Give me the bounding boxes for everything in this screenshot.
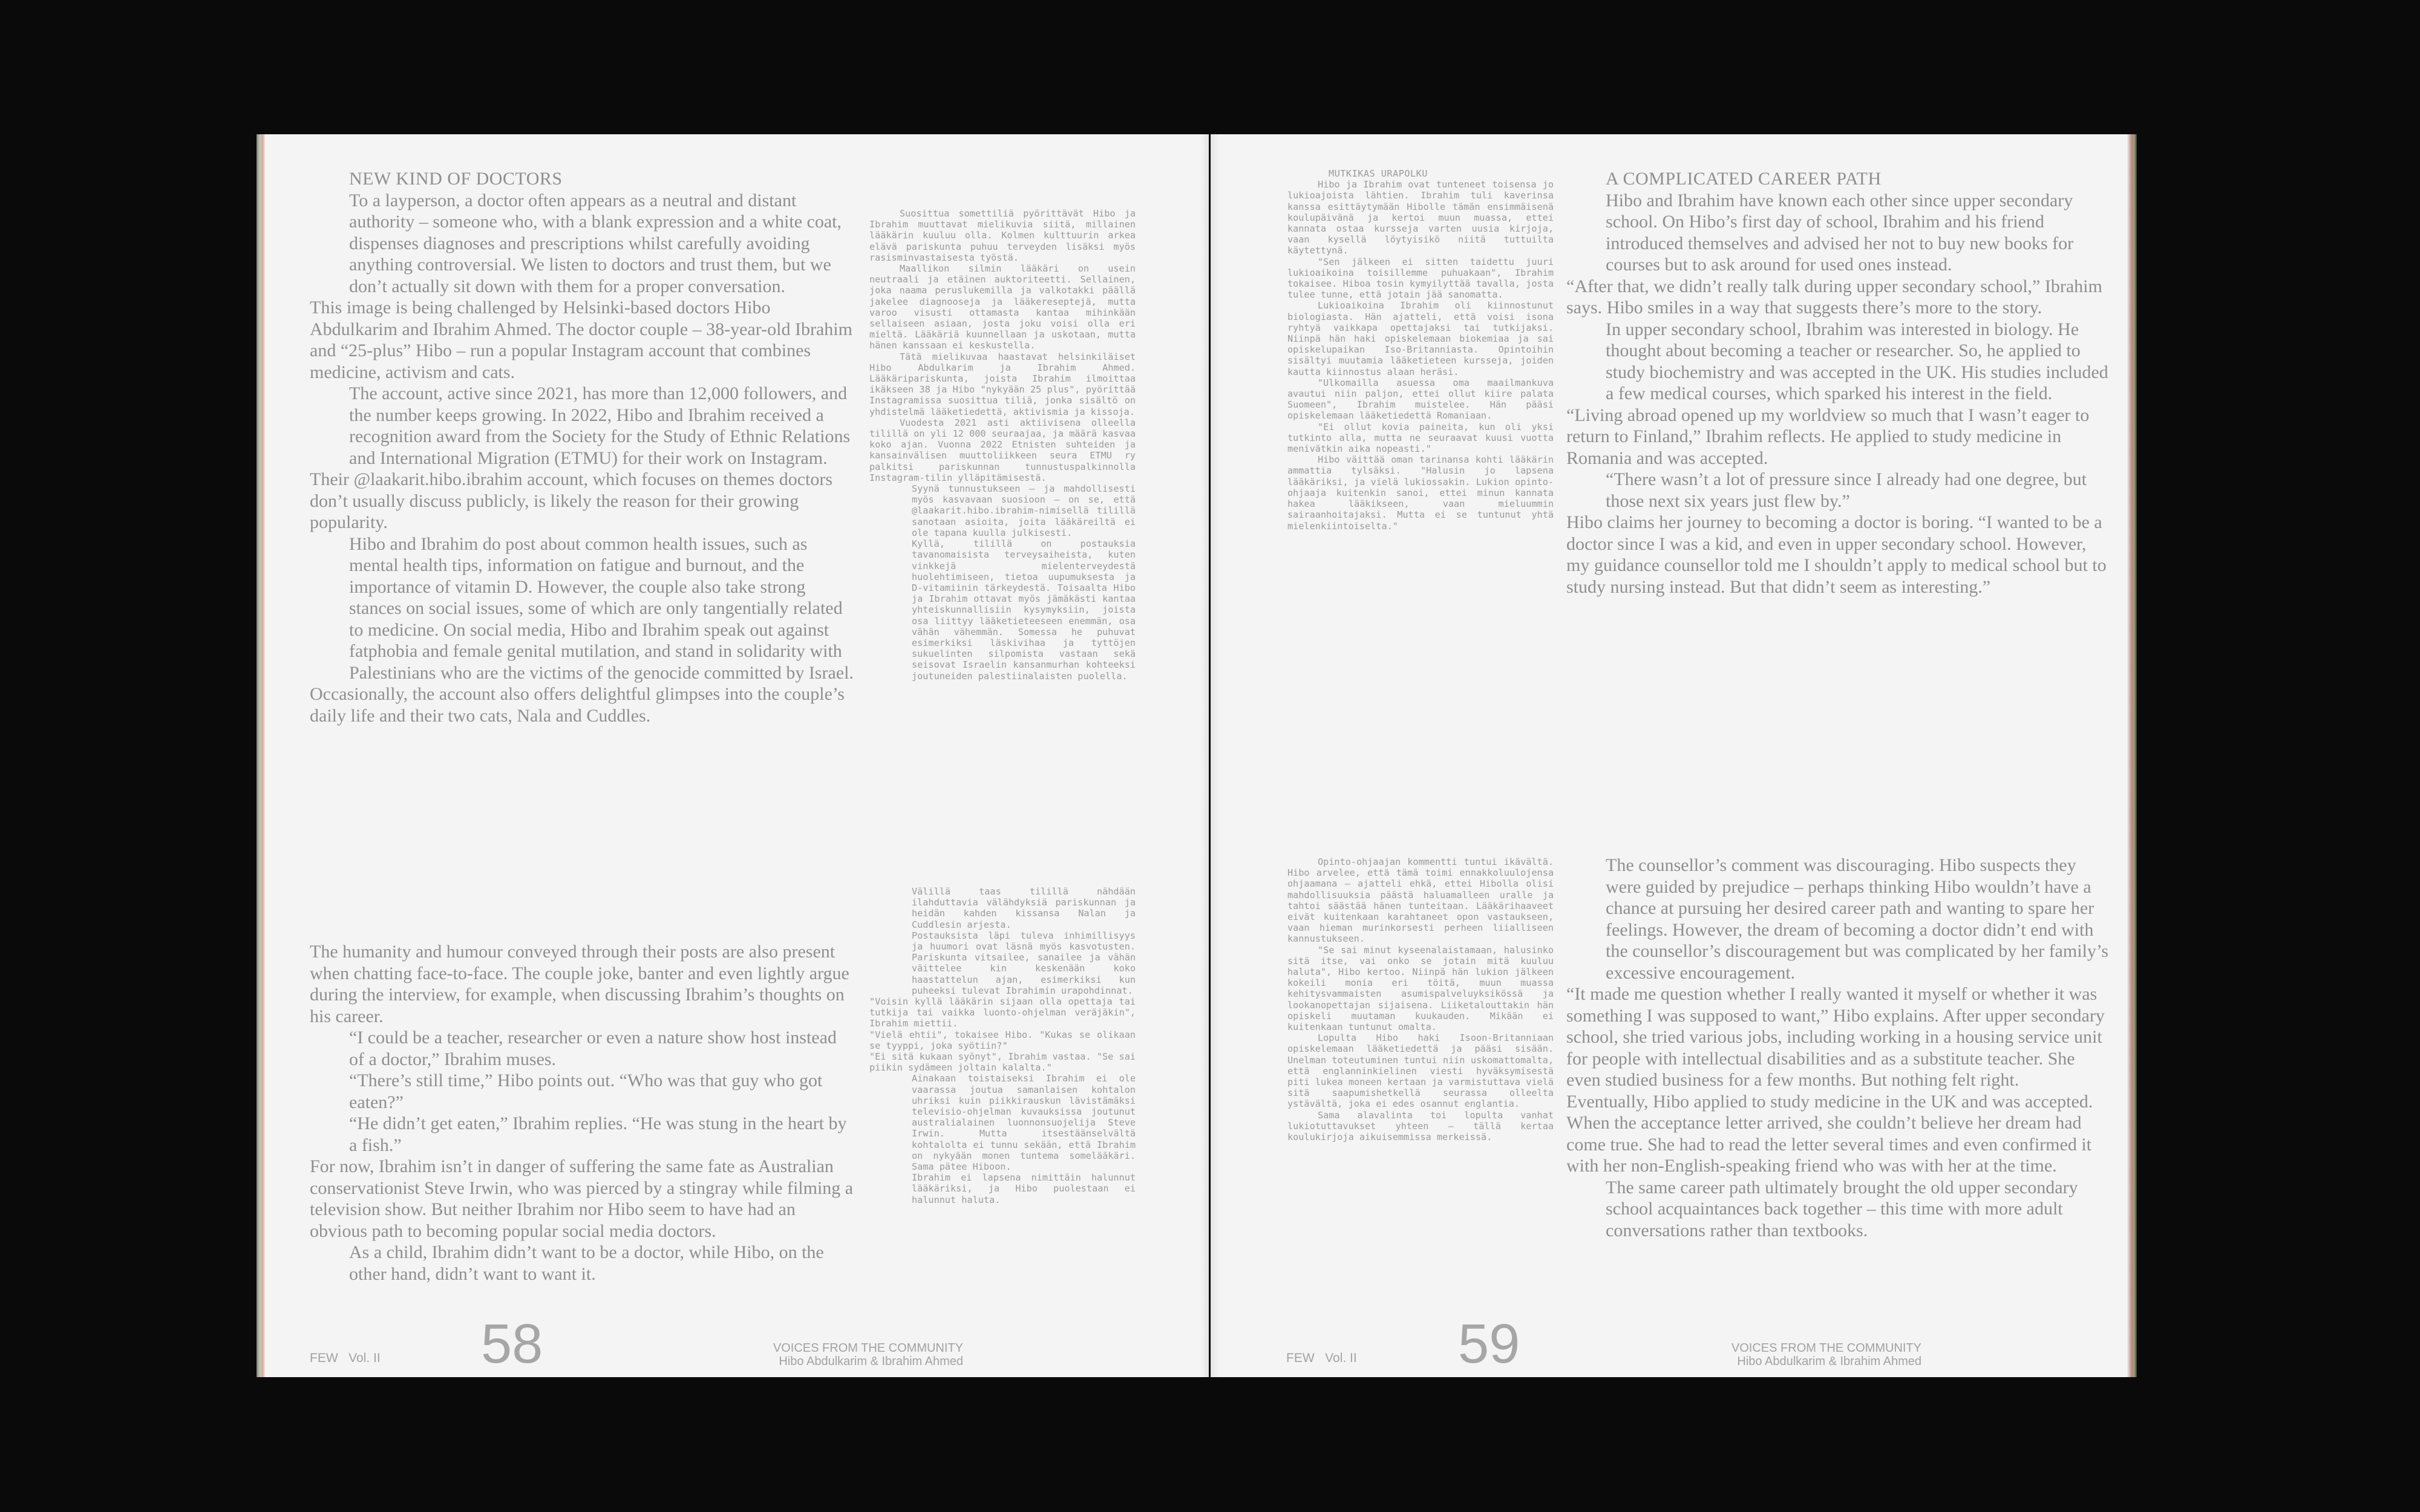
paragraph: Sama alavalinta toi lopulta vanhat lukiotuttavukset yhteen – tällä kertaa koulukirjoja aikuisemmissa merkeissä. [1287, 1109, 1554, 1143]
left-folio [310, 1351, 381, 1366]
paragraph: Eventually, Hibo applied to study medicine in the UK and was accepted. When the acceptance letter arrived, she couldn’t believe her dream had come true. She had to read the letter several times and even confirmed it with her non-English-speaking friend who was with her at the time. [1566, 1091, 2093, 1176]
paragraph: “There’s still time,” Hibo points out. “Who was that guy who got eaten?” [349, 1070, 823, 1112]
paragraph: Opinto-ohjaajan kommentti tuntui ikävältä. Hibo arvelee, että tämä toimi ennakkoluulojensa ohjaamana – ajatteli ehkä, ettei Hibolla olisi mahdollisuuksia päästä haluamalleen uralle ja tahtoi säästää hänen tunteitaan. Lääkärihaaveet eivät kuitenkaan karahtaneet opon vastaukseen, vaan hieman murinkorsesti perheen liialliseen kannustukseen. [1287, 856, 1554, 945]
paragraph: “He didn’t get eaten,” Ibrahim replies. “He was stung in the heart by a fish.” [349, 1113, 847, 1155]
paragraph: As a child, Ibrahim didn’t want to be a doctor, while Hibo, on the other hand, didn’t want to want it. [349, 1242, 824, 1284]
right-page-edges [2127, 134, 2137, 1377]
running-authors: Hibo Abdulkarim & Ibrahim Ahmed [1737, 1355, 1921, 1368]
paragraph: Lukioaikoina Ibrahim oli kiinnostunut biologiasta. Hän ajatteli, että voisi isona ryhtyä vaikkapa opettajaksi tai tutkijaksi. Niinpä hän haki opiskelemaan biokemiaa ja sai opiskelupaikan Iso-Britanniasta. Opintoihin sisältyi muutamia lääketieteen kursseja, joiden kautta kiinnostus alaan heräsi. [1287, 300, 1554, 377]
paragraph: Their @laakarit.hibo.ibrahim account, which focuses on themes doctors don’t usually discuss publicly, is likely the reason for their growing popularity. [310, 469, 833, 532]
paragraph: Kyllä, tilillä on postauksia tavanomaisista terveysaiheista, kuten vinkkejä mielenterveydestä huolehtimiseen, tietoa uupumuksesta ja D-vitamiinin tärkeydestä. Toisaalta Hibo ja Ibrahim ottavat myös jämäkästi kantaa yhteiskunnallisiin kysymyksiin, joista osa liittyy lääketieteeseen enemmän, osa vähän vähemmän. Somessa he puhuvat esimerkiksi läskivihaa ja tyttöjen sukuelinten silpomista vastaan sekä seisovat Israelin kansanmurhan kohteeksi joutuneiden palestiinalaisten puolella. [912, 538, 1136, 682]
section-heading: A COMPLICATED CAREER PATH [1606, 169, 1882, 189]
paragraph: Ibrahim ei lapsena nimittäin halunnut lääkäriksi, ja Hibo puolestaan ei halunnut haluta. [912, 1172, 1136, 1205]
left-finnish-bottom [869, 886, 1136, 1205]
paragraph: The counsellor’s comment was discouraging. Hibo suspects they were guided by prejudice – perhaps thinking Hibo wouldn’t have a chance at pursuing her desired career path and wanting to spare her feelings. However, the dream of becoming a doctor didn’t end with the counsellor’s discouragement but was complicated by her family’s excessive encouragement. [1606, 855, 2108, 983]
right-english-top [1566, 168, 2111, 598]
right-running-footer [1646, 1341, 1921, 1368]
section-heading: MUTKIKAS URAPOLKU [1329, 168, 1428, 179]
paragraph: Välillä taas tilillä nähdään ilahduttavia välähdyksiä pariskunnan ja heidän kahden kissansa Nalan ja Cuddlesin arjesta. [912, 886, 1136, 930]
left-english-top [310, 168, 854, 726]
paragraph: “I could be a teacher, researcher or even a nature show host instead of a doctor,” Ibrahim muses. [349, 1028, 837, 1069]
paragraph: The same career path ultimately brought the old upper secondary school acquaintances back together – this time with more adult conversations rather than textbooks. [1606, 1177, 2078, 1240]
paragraph: "Vielä ehtii", tokaisee Hibo. "Kukas se olikaan se tyyppi, joka syötiin?" [869, 1029, 1136, 1051]
running-title: VOICES FROM THE COMMUNITY [773, 1341, 963, 1355]
paragraph: The humanity and humour conveyed through their posts are also present when chatting face-to-face. The couple joke, banter and even lightly argue during the interview, for example, when discussing Ibrahim’s thoughts on his career. [310, 942, 849, 1026]
paragraph: Maallikon silmin lääkäri on usein neutraali ja etäinen auktoriteetti. Sellainen, joka naama peruslukemilla ja valkotakki päällä jakelee diagnooseja ja lääkereseptejä, mutta varoo visusti ottamasta kantaa mihinkään sellaiseen asiaan, josta joku voisi olla eri mieltä. Lääkäriä kuunnellaan ja uskotaan, mutta hänen kanssaan ei keskustella. [869, 263, 1136, 351]
paragraph: "Ei ollut kovia paineita, kun oli yksi tutkinto alla, mutta ne seuraavat kuusi vuotta menivätkin aika nopeasti." [1287, 421, 1554, 455]
volume: Vol. II [1325, 1351, 1357, 1365]
paragraph: Tätä mielikuvaa haastavat helsinkiläiset Hibo Abdulkarim ja Ibrahim Ahmed. Lääkäripariskunta, joista Ibrahim ilmoittaa ikäkseen 38 ja Hibo "nykyään 25 plus", pyörittää Instagramissa suosittua tiliä, jonka sisältö on yhdistelmä lääketiedettä, aktivismia ja kissoja. [869, 351, 1136, 417]
paragraph: Ainakaan toistaiseksi Ibrahim ei ole vaarassa joutua samanlaisen kohtalon uhriksi kuin piikkirauskun lävistämäksi televisio-ohjelman kuvauksissa joutunut australialainen luonnonsuojelija Steve Irwin. Mutta itsestäänselvältä kohtalolta ei tunnu sekään, että Ibrahim on nykyään monen tuntema somelääkäri. Sama pätee Hiboon. [912, 1073, 1136, 1173]
book-gutter [1201, 134, 1219, 1377]
right-finnish-bottom [1287, 856, 1554, 1142]
paragraph: “Living abroad opened up my worldview so much that I wasn’t eager to return to Finland,” Ibrahim reflects. He applied to study medicine in Romania and was accepted. [1566, 405, 2090, 468]
paragraph: Hibo and Ibrahim have known each other since upper secondary school. On Hibo’s first day of school, Ibrahim and his friend introduced themselves and advised her not to buy new books for courses but to ask around for used ones instead. [1606, 190, 2074, 275]
paragraph: Hibo ja Ibrahim ovat tunteneet toisensa jo lukioajoista lähtien. Ibrahim tuli kaverinsa kanssa esittäytymään Hibolle tämän ensimmäisenä koulupäivänä ja kertoi muun muassa, ettei kannata ostaa kursseja varten uusia kirjoja, vaan kysellä löytyisikö niitä tuttuilta käytettynä. [1287, 179, 1554, 256]
magazine-name: FEW [310, 1351, 338, 1365]
paragraph: Vuodesta 2021 asti aktiivisena olleella tilillä on yli 12 000 seuraajaa, ja määrä kasvaa koko ajan. Vuonna 2022 Etnisten suhteiden ja kansainvälisen muuttoliikkeen seura ETMU ry palkitsi pariskunnan tunnustuspalkinnolla Instagram-tilin ylläpitämisestä. [869, 417, 1136, 483]
running-authors: Hibo Abdulkarim & Ibrahim Ahmed [779, 1355, 963, 1368]
left-page-edges [257, 134, 265, 1377]
left-running-footer [684, 1341, 963, 1368]
running-title: VOICES FROM THE COMMUNITY [1731, 1341, 1921, 1355]
paragraph: “There wasn’t a lot of pressure since I already had one degree, but those next six years just flew by.” [1606, 469, 2087, 511]
paragraph: "Ulkomailla asuessa oma maailmankuva avautui niin paljon, ettei ollut kiire palata Suomeen", Ibrahim muistelee. Hän pääsi opiskelemaan lääketiedettä Romaniaan. [1287, 377, 1554, 422]
paragraph: “It made me question whether I really wanted it myself or whether it was something I was supposed to want,” Hibo explains. After upper secondary school, she tried various jobs, including working in a housing service unit for people with intellectual disabilities and as a substitute teacher. She even studied business for a few months. But nothing felt right. [1566, 984, 2105, 1090]
paragraph: Hibo and Ibrahim do post about common health issues, such as mental health tips, information on fatigue and burnout, and the importance of vitamin D. However, the couple also take strong stances on social issues, some of which are only tangentially related to medicine. On social media, Hibo and Ibrahim speak out against fatphobia and female genital mutilation, and stand in solidarity with Palestinians who are the victims of the genocide committed by Israel. [349, 533, 854, 683]
volume: Vol. II [348, 1351, 381, 1365]
paragraph: For now, Ibrahim isn’t in danger of suffering the same fate as Australian conservationist Steve Irwin, who was pierced by a stingray while filming a television show. But neither Ibrahim nor Hibo seem to have had an obvious path to becoming popular social media doctors. [310, 1156, 854, 1241]
paragraph: The account, active since 2021, has more than 12,000 followers, and the number keeps growing. In 2022, Hibo and Ibrahim received a recognition award from the Society for the Study of Ethnic Relations and International Migration (ETMU) for their work on Instagram. [349, 383, 851, 468]
paragraph: Lopulta Hibo haki Isoon-Britanniaan opiskelemaan lääketiedettä ja pääsi sisään. Unelman toteutuminen tuntui niin uskomattomalta, että englanninkielinen viesti hyväksymisestä piti lukea moneen kertaan ja varmistuttava vielä sitä saapumishetkellä seurassa olleelta ystävältä, joka ei edes osannut englantia. [1287, 1032, 1554, 1110]
paragraph: Syynä tunnustukseen – ja mahdollisesti myös kasvavaan suosioon – on se, että @laakarit.hibo.ibrahim-nimisellä tilillä sanotaan asioita, joita lääkäreiltä ei ole tapana kuulla julkisesti. [912, 483, 1136, 538]
paragraph: Occasionally, the account also offers delightful glimpses into the couple’s daily life and their two cats, Nala and Cuddles. [310, 684, 845, 726]
magazine-name: FEW [1286, 1351, 1315, 1365]
left-english-bottom [310, 941, 854, 1285]
right-finnish-top [1287, 168, 1554, 532]
paragraph: Postauksista läpi tuleva inhimillisyys ja huumori ovat läsnä myös kasvotusten. Pariskunta vitsailee, sanailee ja vähän väittelee kin keskenään koko haastattelun ajan, esimerkiksi kun puheeksi tulevat Ibrahimin urapohdinnat. [912, 930, 1136, 996]
paragraph: Suosittua somettiliä pyörittävät Hibo ja Ibrahim muuttavat mielikuvia siitä, millainen lääkärin kuuluu olla. Kolmen kulttuurin arkea elävä pariskunta puhuu terveyden lisäksi myös rasisminvastaisesta työstä. [869, 208, 1136, 263]
paragraph: “After that, we didn’t really talk during upper secondary school,” Ibrahim says. Hibo smiles in a way that suggests there’s more to the story. [1566, 276, 2102, 318]
right-english-bottom [1566, 855, 2111, 1241]
paragraph: "Sen jälkeen ei sitten taidettu juuri lukioaikoina toisillemme puhuakaan", Ibrahim tokaisee. Hiboa tosin kymyilyttää tavalla, josta tulee tunne, että jotain jää sanomatta. [1287, 256, 1554, 301]
paragraph: Hibo väittää oman tarinansa kohti lääkärin ammattia tylsäksi. "Halusin jo lapsena lääkäriksi, ja vielä lukiossakin. Lukion opinto-ohjaaja kuitenkin sanoi, ettei minun kannata hakea lääkikseen, vaan mieluummin sairaanhoitajaksi. Mutta ei se tuntunut yhtä mielenkiintoiselta." [1287, 454, 1554, 532]
right-folio [1286, 1351, 1357, 1366]
paragraph: "Voisin kyllä lääkärin sijaan olla opettaja tai tutkija tai vaikka luonto-ohjelman veräjäkin", Ibrahim miettii. [869, 996, 1136, 1029]
paragraph: "Se sai minut kyseenalaistamaan, halusinko sitä itse, vai onko se jotain mitä kuuluu haluta", Hibo kertoo. Niinpä hän lukion jälkeen kokeili monia eri töitä, muun muassa kehitysvammaisten asumispalveluyksikössä ja lookanopettajan sijaisena. Liiketalouttakin hän opiskeli muutaman kuukauden. Mikään ei kuitenkaan tuntunut omalta. [1287, 944, 1554, 1033]
paragraph: "Ei sitä kukaan syönyt", Ibrahim vastaa. "Se sai piikin sydämeen joltain kalalta." [869, 1051, 1136, 1074]
paragraph: In upper secondary school, Ibrahim was interested in biology. He thought about becoming a teacher or researcher. So, he applied to study biochemistry and was accepted in the UK. His studies included a few medical courses, which sparked his interest in the field. [1606, 319, 2108, 403]
paragraph: To a layperson, a doctor often appears as a neutral and distant authority – someone who, with a blank expression and a white coat, dispenses diagnoses and prescriptions whilst carefully avoiding anything controversial. We listen to doctors and trust them, but we don’t actually sit down with them for a proper conversation. [349, 190, 842, 296]
page-number: 59 [1458, 1313, 1520, 1375]
section-heading: NEW KIND OF DOCTORS [349, 169, 563, 189]
page-number: 58 [481, 1313, 543, 1375]
paragraph: Hibo claims her journey to becoming a doctor is boring. “I wanted to be a doctor since I was a kid, and even in upper secondary school. However, my guidance counsellor told me I shouldn’t apply to medical school but to study nursing instead. But that didn’t seem as interesting.” [1566, 512, 2107, 597]
paragraph: This image is being challenged by Helsinki-based doctors Hibo Abdulkarim and Ibrahim Ahmed. The doctor couple – 38-year-old Ibrahim and “25-plus” Hibo – run a popular Instagram account that combines medicine, activism and cats. [310, 298, 852, 382]
left-finnish-top [869, 208, 1136, 682]
